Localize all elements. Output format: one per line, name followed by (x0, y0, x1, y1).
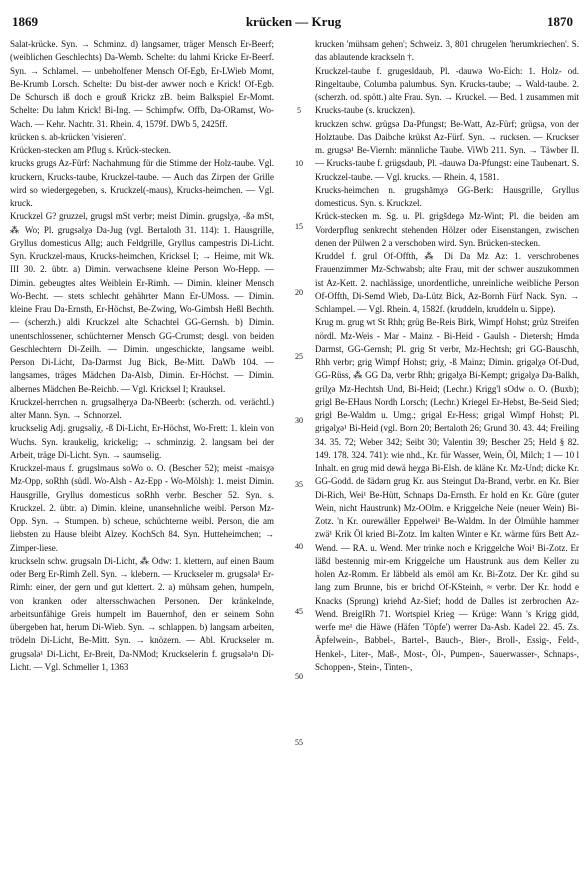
line-number: 10 (295, 159, 303, 168)
line-number: 55 (295, 738, 303, 747)
line-number: 40 (295, 542, 303, 551)
entry-paragraph: Krück-stecken m. Sg. u. Pl. grigšdegә Mz-Wint; Pl. die beiden am Vorderpflug senkrecht stehenden Hölzer oder Eisenstangen, zwischen denen der Pülwen 2 a verschoben wird. Syn. Brücken-stecken. (315, 211, 579, 248)
entry-paragraph: kruckseln schw. grugsәln Di-Licht, ⁂ Odw: 1. klettern, auf einen Baum oder Berg Er-Rimh Zell. Syn. → klebern. — Kruckseler m. grugsәlә¹ Er-Rimh: einer, der gern und gut klettert. 2. a) mühsam gehen, humpeln, von kranken oder altersschwachen Personen. Der kränkelnde, arbeitsunfähige Greis humpelt im Bauernhof, den er seinem Sohn übergeben hat, herum Di-Wieb. Syn. → schlappen. b) langsam arbeiten, trödeln Di-Licht, Be-Mitt. Syn. → knözern. — Abl. Kruckseler m. grugsәlә¹ Di-Licht, Er-Breit, Da-NMod; Kruckselerin f. grugsәlә¹n Di-Licht. — Vgl. Schmeller 1, 1363 (10, 555, 274, 672)
entry-paragraph: Salat-krücke. Syn. → Schminz. d) langsamer, träger Mensch Er-Beerf; (weiblichen Geschlechts) Da-Wemb. Schelte: du lahmi Kricke Er-Beerf. Syn. → Schlamel. — unbeholfener Mensch Of-Egb, Er-LWieb Momt, Be-Krumb Lorsch. Schelte: Du bist-der awwer noch e Krick! Of-Egb. De Schursch iß doch e grouß Krickz zB. beim Balkspiel Er-Momt. Schelte: Du lahm Krick! Bi-Ing. — Schimpfw. Offb, Da-ORamst, Wo-Wach. — Kehr. Nachtr. 31. Rhein. 4, 1579f. DWb 5, 2425ff. (10, 39, 274, 129)
entry-paragraph: Krucks-heimchen n. grugshāmχә GG-Berk: Hausgrille, Gryllus domesticus. Syn. s. Kruckzel. (315, 184, 579, 208)
left-column (10, 38, 274, 864)
page-number-left: 1869 (12, 14, 38, 29)
entry-paragraph: Kruckzel-taube f. grugesldaub, Pl. -dauwә Wo-Eich: 1. Holz- od. Ringeltaube, Columba palumbus. Syn. Krucks-taube; → Wald-taube. 2. (scherzh. od. spött.) alte Frau. Syn. → Kruckel. — Bed. 1 zusammen mit Krucks-taube (s. kruckzen). (315, 65, 579, 116)
line-number: 5 (297, 106, 301, 115)
entry-paragraph: Kruddel f. grul Of-Offth, ⁂ Di Da Mz Az: 1. verschrobenes Frauenzimmer Mz-Schwabsb; alte Frau, mit der schwer auszukommen ist Az-Kett. 2. nachlässige, unordentliche, unreinliche weibliche Person Of-Offth, Di-Semd Wieb, Da-Lütz Bick, Az-Bornh Fürf Nack. Syn. → Schlampel. — Vgl. Rhein. 4, 1582f. (kruddeln, kruddeln u. Sippe). (315, 251, 579, 314)
line-number: 20 (295, 288, 303, 297)
entry-paragraph: Krücken-stecken am Pflug s. Krück-stecken. (10, 145, 171, 155)
line-number: 45 (295, 607, 303, 616)
line-number: 15 (295, 222, 303, 231)
entry-paragraph: Kruckzel G? gruzzel, grugsl mSt verbr; meist Dimin. grugslχә, -ßә mSt, ⁂ Wo; Pl. grugsәlχә Da-Jug (vgl. Bertaloth 31. 114): 1. Hausgrille, Gryllus domesticus Allg; auch Feldgrille, Gryllus campestris Di-Licht. Syn. Kruckzel-maus, Krucks-heimchen, Kricksel I; → Heime, mit Wk. III 30. 2. übtr. a) Dimin. verwachsene kleine Person Wo-Hepp. — Dimin. gebeugtes altes Weiblein Er-Rimh. — Dimin. kleiner Mensch Wo-Becht. — stets schlecht gehährter Mann Er-UMoss. — Dimin. kleine Frau Da-Ernsth, Er-Höchst, Be-Zwing, Wo-Gimbsh Heßl Bechth. — (scherzh.) aldi Kruckzel alte Schachtel GG-Gernsh. b) Dimin. unentschlossener, schüchterner Mensch GG-Crumst; desgl. von beiden Geschlechtern Di-Zeilh. — Dimin. ungeschickte, langsame weibl. Person Di-Licht, Da-Darmst Jug Bick, Be-Mitt. DaWb 104. — langsames, träges Mädchen Da-Alsb, Dimin. Er-Höchst. — Dimin. albernes Mädchen Be-Reichb. — Vgl. Kricksel I; Krauksel. (10, 211, 274, 394)
entry-paragraph: kruckselig Adj. grugsәliχ, -ß Di-Licht, Er-Höchst, Wo-Frett: 1. klein von Wuchs. Syn. kraukelig, krickelig; → schminzig. 2. langsam bei der Arbeit, träge Di-Licht. Syn. → saumselig. (10, 423, 274, 460)
running-headword: krücken — Krug (245, 14, 342, 29)
entry-paragraph: krucks grugs Az-Fürf: Nachahmung für die Stimme der Holz-taube. Vgl. kruckern, Krucks-taube, Kruckzel-taube. — Auch das Zirpen der Grille wird so wiedergegeben, s. Kruckzel(-maus), Krucks-heimchen. — Vgl. kruck. (10, 158, 274, 208)
entry-paragraph: Krug m. grug wt St Rhh; grüg Be-Reis Birk, Wimpf Hohst; grüz Streifen nördl. Mz-Weis - Mar - Mainz - Bi-Heid - Gaulsh - Dietersh; Hmda Darmst, GG-Gernsh; Pl. grig St verbr, Mz-Hechtsh; gri GG-Bauschh, Rhh verbr; grig Wimpf Hohst; griχ, -ß Mainz; Dimin. grigәlχә Of-Dud, GG-Rüss, ⁂ GG Da, verbr Rhh; grigәlχә Bi-Kempt; grigәlχә Da-Balkh, grilχә Mz-Hechtsh Und, Bi-Heid; (Lechr.) Krigg'l sOdw o. O. (Buxb); grigl Be-EHaus Nordh Lorsch; (Lechr.) Kriegel Er-Hebst, Be-Seid Sied; grigl Be-Waldm u. Umg.; grigәl Er-Hess; grigәl Wimpf Hohst; Pl. grigәlχә¹ Bi-Heid (vgl. Born 20; Bertaloth 26; Grund 30. 43. 44; Freiling 34. 35. 72; Weber 342; Seibt 30; Valentin 39; Bescher 25; Held § 82. 149. 178. 324. 741): wie nhd., Kr. für Wasser, Wein, Öl, Milch; 1 — 10 l Inhalt. en grug mid dewä heχgә Bi-Elsh. de kläne Kr. Mz-Und; dicke Kr. GG-Godd. de šädәrn grug Kr. aus Steingut Da-Brand, verbr. en Kr. Bier Di-Rich, Wei¹ Be-Hütt, Schnaps Da-Ernsth. Er hold en Kr. Güre (guter Wein, nicht Haustrunk) Mz-OOlm. e Kriggelche Neie (neuer Wein) Bi-Zotz. 'n Kr. ourewäller Eppelwei¹ Be-Waldm. In der Ölmühle hammer zwä¹ Krik Öl kried Bi-Zotz. Im kalten Winter e Kr. wärme fürs Bett Az-Wend. — RA. u. Wend. Mer trinke noch e Kriggelche Woi¹ Bi-Zotz. Er läßd bestennig mir-em Kriggelche um Haustrunk aus dem Keller zu holen Az-Romm. Er läbbeld als emöl am Kr. Bi-Zotz. Der Kr. gihd su lang zum Brunne, bis er brichd Of-KSteinh, ≈ verbr. Der Kr. hodd e Knacks (Sprung) kriehd Az-Sief; hodd de Dalles ist zerbrochen Az-Wend. BreiglRh 71. Wortspiel Krieg — Krüge: Wann 's Krigg gidd, werfe me¹ die Häwe (Häfen 'Töpfe') werrer Da-Asb. Kadel 22. 45. Zs. Äpfelwein-, Babbel-, Bartel-, Bauch-, Bier-, Broll-, Essig-, Feld-, Henkel-, Liter-, Maß-, Most-, Öl-, Pumpen-, Sauerwasser-, Schnaps-, Schoppen-, Stein-, Tinten-, (315, 317, 579, 672)
line-number: 50 (295, 672, 303, 681)
page-number-right: 1870 (547, 14, 573, 29)
entry-paragraph: krücken s. ab-krücken 'visieren'. (10, 131, 126, 142)
line-number: 25 (295, 352, 303, 361)
entry-paragraph: krucken 'mühsam gehen'; Schweiz. 3, 801 chrugelen 'herumkriechen'. S. das ablautende krackseln †. (315, 39, 579, 63)
entry-paragraph: Kruckzel-maus f. grugslmaus soWo o. O. (Bescher 52); meist -maisχә Mz-Opp, soRhh (südl. Wo-Alsh - Az-Epp - Wo-Mölsh): 1. meist Dimin. Hausgrille, Gryllus domesticus soRhh verbr. Bescher 52. Syn. s. Kruckzel. 2. übtr. a) Dimin. kleine, unansehnliche weibl. Person Mz-Opp. Syn. → Stumpen. b) scheue, schüchterne weibl. Person, die am liebsten zu Hause bleibt Alzey. KochSch 84. Syn. Hutteheimchen; → Zimper-liese. (10, 463, 274, 553)
line-number: 30 (295, 416, 303, 425)
right-column (315, 38, 579, 864)
entry-paragraph: kruckzen schw. grügsә Da-Pfungst; Be-Watt, Az-Fürf; grügsә, von der Holztaube. Das Daibche krükst Az-Fürf. Syn. → rucksen. — Kruckser m. grugsә¹ Be-Viernh: männliche Taube. ViWb 211. Syn. → Täwber II. — Krucks-taube f. grügsdaub, Pl. -dauwә Da-Pfungst: eine Taubenart. S. Kruckzel-taube. — Vgl. krucks. — Rhein. 4, 1581. (315, 118, 579, 182)
entry-paragraph: Kruckzel-herrchen n. grugsәlhęrχә Da-NBeerb: (scherzh. od. verächtl.) alter Mann. Syn. → Schnorzel. (10, 396, 274, 420)
line-number: 35 (295, 480, 303, 489)
